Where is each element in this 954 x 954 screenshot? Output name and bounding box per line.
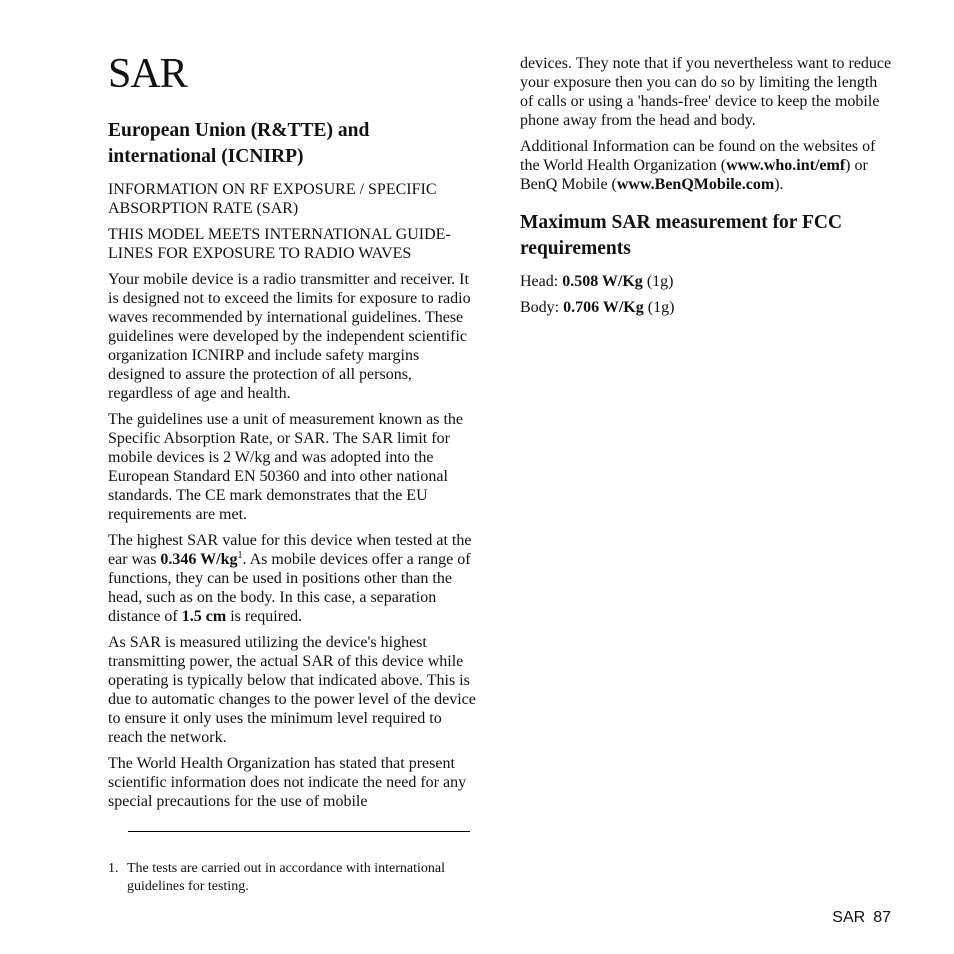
page-number: 87 — [873, 909, 891, 926]
head-sar-line — [520, 272, 894, 291]
guidelines-caps-line: THIS MODEL MEETS INTERNATIONAL GUIDE-LINES FOR EXPOSURE TO RADIO WAVES — [108, 226, 451, 262]
footnote-text: The tests are carried out in accordance with international guidelines for testing. — [127, 861, 445, 894]
sar-limit-paragraph: The guidelines use a unit of measurement known as the Specific Absorption Rate, or SAR. The SAR limit for mobile devices is 2 W/kg and was adopted into the European Standard EN 50360 and into other national standards. The CE mark demonstrates that the EU requirements are met. — [108, 411, 464, 523]
body-sar-value: 0.706 W/Kg — [563, 299, 644, 316]
footnote-reference: 1 — [237, 550, 243, 561]
radio-transmitter-paragraph: Your mobile device is a radio transmitter and receiver. It is designed not to exceed the limits for exposure to radio waves recommended by international guidelines. These guidelines were developed by the independent scientific organization ICNIRP and include safety margins designed to assure the protection of all persons, regardless of age and health. — [108, 271, 471, 402]
benq-website-link[interactable]: www.BenQMobile.com — [616, 176, 775, 193]
separation-distance-value: 1.5 cm — [181, 608, 227, 625]
page-footer — [832, 909, 891, 927]
head-sar-unit: (1g) — [642, 273, 674, 290]
body-sar-unit: (1g) — [643, 299, 675, 316]
page-title: SAR — [108, 51, 187, 97]
left-column — [108, 118, 480, 818]
eu-section-heading: European Union (R&TTE) and international (ICNIRP) — [108, 120, 370, 167]
footnote-number: 1. — [108, 861, 119, 876]
who-statement-paragraph: The World Health Organization has stated that present scientific information does not indicate the need for any special precautions for the use of mobile — [108, 755, 467, 810]
right-column — [520, 54, 894, 324]
highest-sar-text-a: The highest SAR value for this device when tested at the ear was — [108, 532, 472, 568]
rf-exposure-caps-line: INFORMATION ON RF EXPOSURE / SPECIFIC ABSORPTION RATE (SAR) — [108, 181, 437, 217]
highest-sar-text-b: . As mobile devices offer a range of functions, they can be used in positions other than the head, such as on the body. In this case, a separation distance of — [108, 551, 471, 625]
who-statement-continuation: devices. They note that if you nevertheless want to reduce your exposure then you can do so by limiting the length of calls or using a 'hands-free' device to keep the mobile phone away from the head and body. — [520, 55, 892, 129]
footnote-divider — [128, 831, 470, 832]
highest-sar-text-c: is required. — [226, 608, 303, 625]
head-sar-label: Head: — [520, 273, 563, 290]
ear-sar-value: 0.346 W/kg — [160, 551, 238, 568]
highest-sar-paragraph — [108, 531, 480, 626]
footer-section-label: SAR — [832, 909, 866, 926]
additional-info-text-c: ). — [774, 176, 784, 193]
fcc-section-heading: Maximum SAR measurement for FCC requirements — [520, 212, 843, 259]
additional-info-text-a: Additional Information can be found on the websites of the World Health Organization ( — [520, 138, 876, 174]
body-sar-line — [520, 298, 894, 317]
footnote — [108, 860, 480, 896]
transmitting-power-paragraph: As SAR is measured utilizing the device's highest transmitting power, the actual SAR of this device while operating is typically below that indicated above. This is due to automatic changes to the power level of the device to ensure it only uses the minimum level required to reach the network. — [108, 634, 476, 746]
who-website-link[interactable]: www.who.int/emf — [726, 157, 846, 174]
body-sar-label: Body: — [520, 299, 564, 316]
head-sar-value: 0.508 W/Kg — [562, 273, 643, 290]
additional-info-paragraph — [520, 137, 894, 194]
additional-info-text-b: ) or BenQ Mobile ( — [520, 157, 868, 193]
